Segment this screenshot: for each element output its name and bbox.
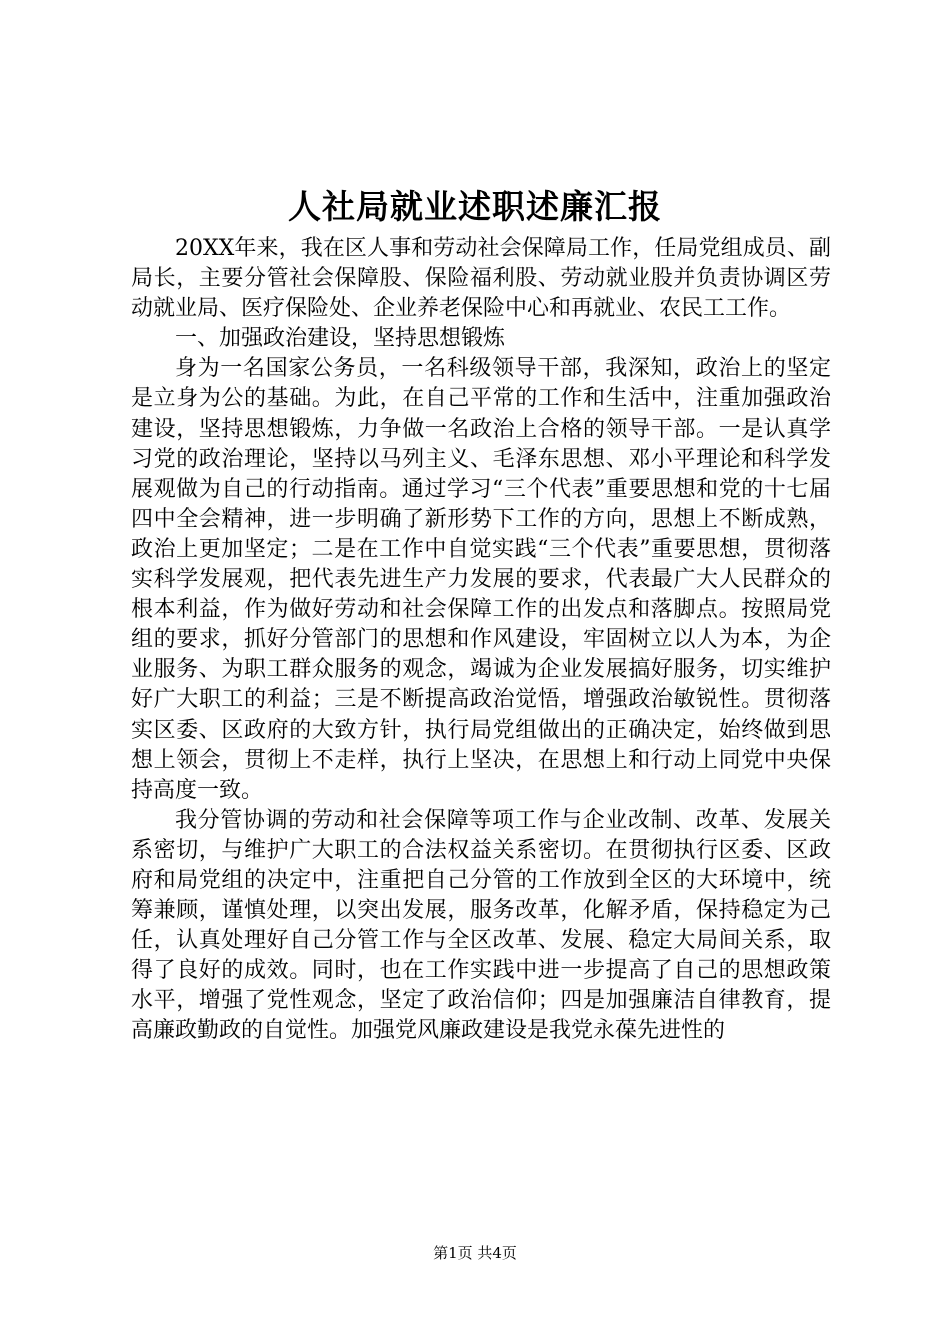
section-heading: 一、加强政治建设，坚持思想锻炼 [175,326,506,352]
paragraph-coordination: 我分管协调的劳动和社会保障等项工作与企业改制、改革、发展关系密切，与维护广大职工的合法权益关系密切。在贯彻执行区委、区政府和局党组的决定中，注重把自己分管的工作放到全区的大环境中，统筹兼顾，谨慎处理，以突出发展，服务改革，化解矛盾，保持稳定为己任，认真处理好自己分管工作与全区改革、发展、稳定大局间关系，取得了良好的成效。同时，也在工作实践中进一步提高了自己的思想政策水平，增强了党性观念，坚定了政治信仰；四是加强廉洁自律教育，提高廉政勤政的自觉性。加强党风廉政建设是我党永葆先进性的 [131,807,831,1044]
paragraph-intro: 20XX年来，我在区人事和劳动社会保障局工作，任局党组成员、副局长，主要分管社会保障股、保险福利股、劳动就业股并负责协调区劳动就业局、医疗保险处、企业养老保险中心和再就业、农民工工作。 [131,236,831,322]
document-title: 人社局就业述职述廉汇报 [288,187,662,226]
document-body [131,234,831,1047]
paragraph-political: 身为一名国家公务员，一名科级领导干部，我深知，政治上的坚定是立身为公的基础。为此，在自己平常的工作和生活中，注重加强政治建设，坚持思想锻炼，力争做一名政治上合格的领导干部。一是认真学习党的政治理论，坚持以马列主义、毛泽东思想、邓小平理论和科学发展观做为自己的行动指南。通过学习“三个代表”重要思想和党的十七届四中全会精神，进一步明确了新形势下工作的方向，思想上不断成熟，政治上更加坚定；二是在工作中自觉实践“三个代表”重要思想，贯彻落实科学发展观，把代表先进生产力发展的要求，代表最广大人民群众的根本利益，作为做好劳动和社会保障工作的出发点和落脚点。按照局党组的要求，抓好分管部门的思想和作风建设，牢固树立以人为本，为企业服务、为职工群众服务的观念，竭诚为企业发展搞好服务，切实维护好广大职工的利益；三是不断提高政治觉悟，增强政治敏锐性。贯彻落实区委、区政府的大致方针，执行局党组做出的正确决定，始终做到思想上领会，贯彻上不走样，执行上坚决，在思想上和行动上同党中央保持高度一致。 [131,356,831,803]
page-footer: 第1页 共4页 [433,1244,517,1262]
